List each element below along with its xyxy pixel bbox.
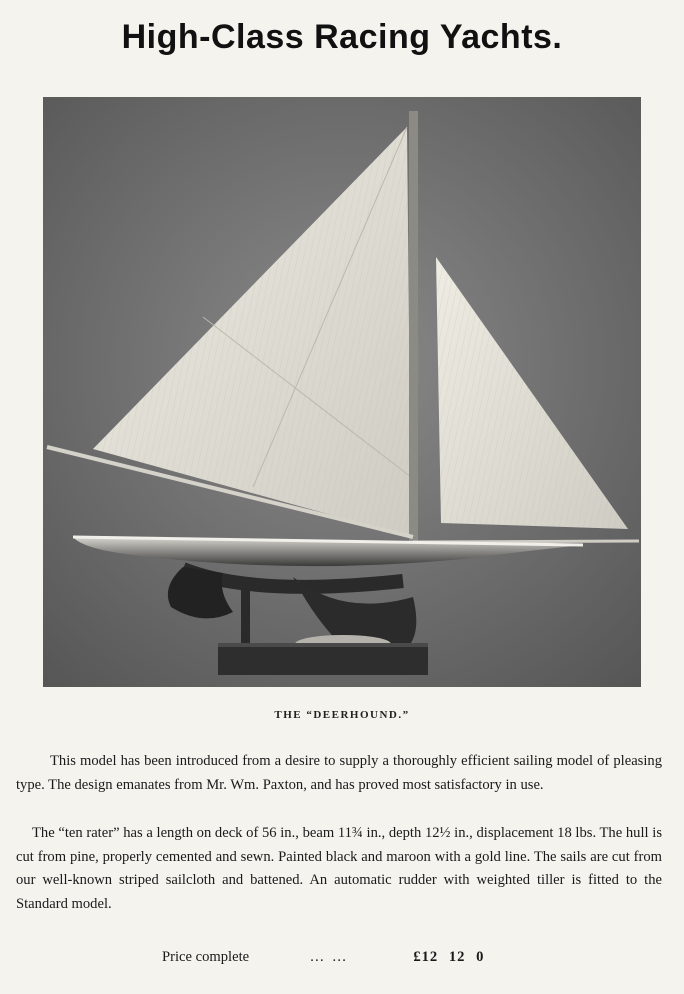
description-paragraph-1: This model has been introduced from a desire to supply a thoroughly efficient sailing model of pleasing type. The design emanates from Mr. Wm. Paxton, and has proved most satisfactory in use. — [16, 753, 662, 793]
mast — [409, 111, 418, 541]
price-row — [162, 949, 484, 966]
price-leader-dots: … … — [309, 949, 349, 965]
stand-post — [241, 589, 250, 647]
yacht-photo — [43, 97, 641, 687]
price-value: £12 12 0 — [413, 949, 485, 965]
price-label: Price complete — [162, 949, 250, 965]
page-title: High-Class Racing Yachts. — [121, 18, 563, 56]
description-paragraph-2: The “ten rater” has a length on deck of 56 in., beam 11¾ in., depth 12½ in., displacement 18 lbs. The hull is cut from pine, properly cemented and sewn. Painted black and maroon with a gold line. The sails are cut from our well-known striped sailcloth and battened. An automatic rudder with weighted tiller is fitted to the Standard model. — [16, 825, 662, 912]
display-stand — [218, 643, 428, 675]
photo-caption: THE “DEERHOUND.” — [274, 709, 410, 721]
